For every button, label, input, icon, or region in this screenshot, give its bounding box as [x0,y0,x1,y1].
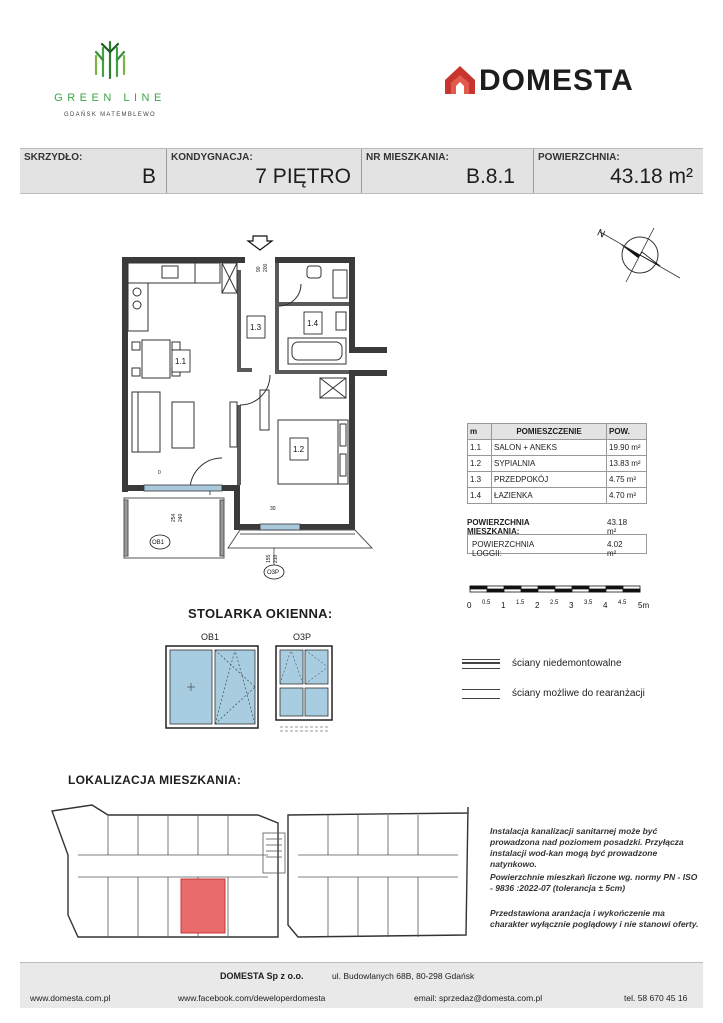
total-area-value: 43.18 m² [607,518,628,536]
dim-90: 90 [256,266,262,272]
footer-company: DOMESTA Sp z o.o. [220,971,304,981]
room-num: 1.3 [468,472,492,488]
dim-0: 0 [158,470,161,476]
scale-tick: 4.5 [618,600,627,606]
room-num: 1.4 [468,488,492,504]
footer-facebook-link[interactable]: www.facebook.com/deweloperdomesta [178,993,326,1003]
room-label-1-4: 1.4 [307,319,319,328]
room-area: 13.83 m² [607,456,647,472]
window-label-o3p: O3P [293,632,312,642]
table-row [468,456,647,472]
apartment-info-bar [20,148,703,194]
room-label-1-3: 1.3 [250,323,262,332]
tag-ob1: OB1 [152,540,165,546]
scale-bar [462,580,662,620]
footer-phone: tel. 58 670 45 16 [624,993,688,1003]
apartment-highlight [181,879,225,933]
dim-210: 210 [273,554,279,563]
compass-icon [590,222,690,292]
info-value-number: B.8.1 [465,165,515,188]
footer [20,962,703,1008]
room-area: 19.90 m² [607,440,647,456]
domesta-mark-icon [445,66,475,94]
scale-tick: 3.5 [584,600,593,606]
room-name: SALON + ANEKS [492,440,607,456]
scale-tick: 5m [638,601,650,610]
info-value-area: 43.18 m² [610,165,693,188]
window-ob1-drawing [165,645,260,730]
green-line-leaf-icon [88,38,132,82]
window-label-ob1: OB1 [201,632,220,642]
dim-200: 200 [263,263,269,272]
wall-movable-icon [462,689,500,699]
legend-label-fixed-walls: ściany niedemontowalne [512,658,622,669]
room-label-1-2: 1.2 [293,445,305,454]
info-label-floor: KONDYGNACJA: [171,152,253,163]
info-value-wing: B [141,165,156,188]
room-num: 1.1 [468,440,492,456]
location-map [48,795,478,945]
info-cell-wing [20,149,167,193]
dim-155: 155 [266,554,272,563]
scale-tick: 4 [603,601,608,610]
svg-text:N: N [595,227,607,241]
wall-fixed-icon [462,659,500,669]
room-num: 1.2 [468,456,492,472]
entry-arrow-icon [248,236,272,250]
loggia-area-label: POWIERZCHNIA LOGGII: [472,540,534,558]
domesta-logo [445,64,695,98]
table-row [468,472,647,488]
scale-tick: 0.5 [482,600,491,606]
info-value-floor: 7 PIĘTRO [255,165,351,188]
room-table-header-num: m [468,424,492,440]
scale-tick: 1.5 [516,600,525,606]
info-cell-number [362,149,534,193]
room-table-header [468,424,647,440]
loggia-area-value: 4.02 m² [607,540,623,558]
stolarka-title: STOLARKA OKIENNA: [188,606,333,621]
total-area-label: POWIERZCHNIA MIESZKANIA: [467,518,530,536]
scale-tick: 2 [535,601,540,610]
tag-o3p: O3P [267,570,280,576]
dim-254: 254 [171,513,177,522]
dim-30: 30 [270,506,276,512]
table-row [468,440,647,456]
room-table-header-area: POW. [607,424,647,440]
window-o3p-drawing [275,645,333,735]
room-label-1-1: 1.1 [175,357,187,366]
scale-tick: 3 [569,601,574,610]
info-label-wing: SKRZYDŁO: [24,152,83,163]
room-area: 4.70 m² [607,488,647,504]
floor-plan [110,230,400,590]
info-label-area: POWIERZCHNIA: [538,152,620,163]
domesta-name: DOMESTA [479,64,634,97]
note-norm: Powierzchnie mieszkań liczone wg. normy PN - ISO - 9836 :2022-07 (tolerancja ± 5cm) [490,872,698,893]
scale-tick: 0 [467,601,472,610]
footer-website-link[interactable]: www.domesta.com.pl [30,993,111,1003]
scale-tick: 2.5 [550,600,559,606]
location-title: LOKALIZACJA MIESZKANIA: [68,773,242,787]
note-disclaimer: Przedstawiona aranżacja i wykończenie ma charakter wyłącznie poglądowy i nie stanowi oferty. [490,908,699,929]
info-label-number: NR MIESZKANIA: [366,152,449,163]
room-name: PRZEDPOKÓJ [492,472,607,488]
room-name: SYPIALNIA [492,456,607,472]
footer-address: ul. Budowlanych 68B, 80-298 Gdańsk [332,971,475,981]
scale-tick: 1 [501,601,506,610]
green-line-location: GDAŃSK MATEMBLEWO [64,112,156,118]
room-name: ŁAZIENKA [492,488,607,504]
table-row [468,488,647,504]
note-installation: Instalacja kanalizacji sanitarnej może być prowadzona nad poziomem posadzki. Przyłącza instalacji wod-kan mogą być prowadzone natynkowo. [490,826,684,869]
green-line-logo [30,38,190,128]
info-cell-area [534,149,703,193]
footer-email-link[interactable]: email: sprzedaz@domesta.com.pl [414,993,543,1003]
room-area: 4.75 m² [607,472,647,488]
info-cell-floor [167,149,362,193]
green-line-name: GREEN LINE [54,92,166,104]
room-table [467,423,647,504]
legend-label-movable-walls: ściany możliwe do rearanżacji [512,688,645,699]
dim-240: 240 [178,513,184,522]
room-table-header-name: POMIESZCZENIE [492,424,607,440]
